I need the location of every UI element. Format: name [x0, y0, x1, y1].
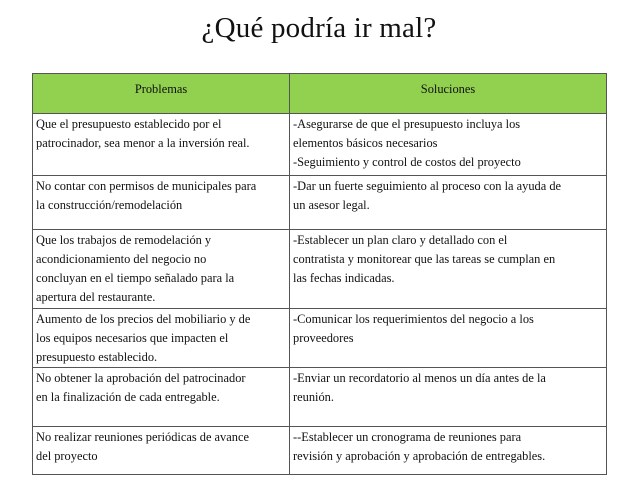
problem-cell [33, 368, 290, 427]
table-row [33, 176, 607, 230]
problem-cell [33, 176, 290, 230]
solution-cell [290, 427, 607, 475]
problem-line: concluyan en el tiempo señalado para la [36, 271, 235, 285]
solution-line: -Dar un fuerte seguimiento al proceso con la ayuda de [293, 179, 562, 193]
problem-line: apertura del restaurante. [36, 290, 156, 304]
problem-cell [33, 230, 290, 309]
solution-cell [290, 309, 607, 368]
problem-cell [33, 427, 290, 475]
solution-line: revisión y aprobación y aprobación de entregables. [293, 449, 546, 463]
solution-line: --Establecer un cronograma de reuniones para [293, 430, 522, 444]
problem-line: Que el presupuesto establecido por el [36, 117, 222, 131]
solution-line: -Asegurarse de que el presupuesto incluya los [293, 117, 521, 131]
table-header-row [33, 74, 607, 114]
problem-line: del proyecto [36, 449, 98, 463]
table-row [33, 427, 607, 475]
problem-line: No obtener la aprobación del patrocinador [36, 371, 246, 385]
problem-line: No realizar reuniones periódicas de avance [36, 430, 249, 444]
problem-line: presupuesto establecido. [36, 350, 158, 364]
problem-line: patrocinador, sea menor a la inversión real. [36, 136, 250, 150]
solution-line: las fechas indicadas. [293, 271, 395, 285]
solution-line: un asesor legal. [293, 198, 370, 212]
solution-line: -Comunicar los requerimientos del negocio a los [293, 312, 534, 326]
problem-line: en la finalización de cada entregable. [36, 390, 220, 404]
problem-cell [33, 114, 290, 176]
problem-line: No contar con permisos de municipales para [36, 179, 257, 193]
solution-cell [290, 176, 607, 230]
slide-title: ¿Qué podría ir mal? [201, 12, 437, 44]
solution-line: -Establecer un plan claro y detallado con el [293, 233, 508, 247]
table-row [33, 114, 607, 176]
table-row [33, 309, 607, 368]
solution-line: elementos básicos necesarios [293, 136, 438, 150]
problem-line: la construcción/remodelación [36, 198, 183, 212]
solution-line: proveedores [293, 331, 354, 345]
problem-line: los equipos necesarios que impacten el [36, 331, 229, 345]
solution-line: reunión. [293, 390, 334, 404]
solution-line: -Seguimiento y control de costos del proyecto [293, 155, 521, 169]
table-row [33, 368, 607, 427]
problem-line: Aumento de los precios del mobiliario y de [36, 312, 251, 326]
header-problems: Problemas [33, 74, 290, 114]
solution-cell [290, 230, 607, 309]
problem-line: Que los trabajos de remodelación y [36, 233, 212, 247]
problem-line: acondicionamiento del negocio no [36, 252, 207, 266]
solution-cell [290, 114, 607, 176]
risk-table [32, 73, 607, 475]
table-row [33, 230, 607, 309]
solution-cell [290, 368, 607, 427]
problem-cell [33, 309, 290, 368]
header-solutions: Soluciones [290, 74, 607, 114]
solution-line: -Enviar un recordatorio al menos un día antes de la [293, 371, 546, 385]
solution-line: contratista y monitorear que las tareas se cumplan en [293, 252, 556, 266]
